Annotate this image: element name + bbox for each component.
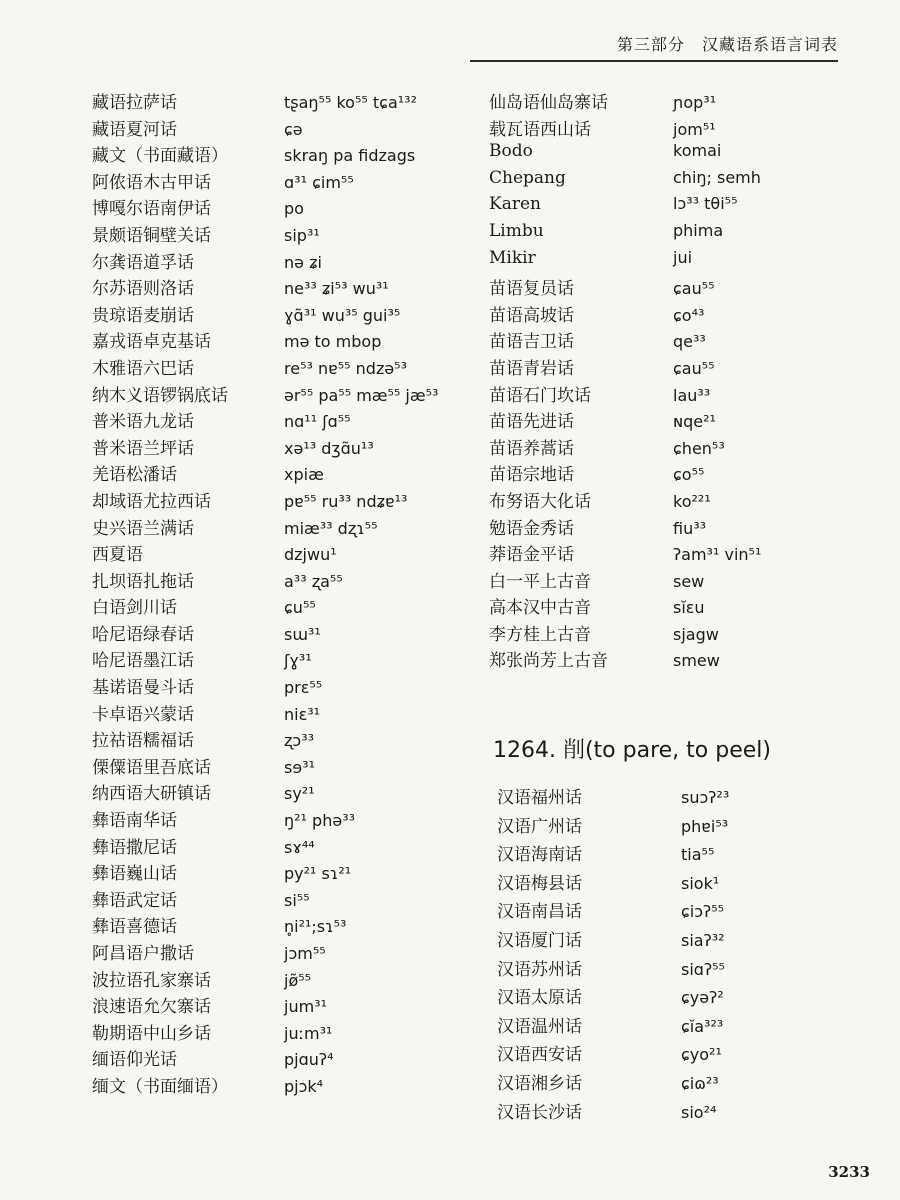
phonetic-form: ʔam³¹ vin⁵¹: [673, 545, 762, 565]
language-name: 史兴语兰满话: [92, 518, 194, 539]
word-entry-row: [92, 1019, 438, 1046]
phonetic-form: py²¹ sɿ²¹: [284, 864, 352, 884]
word-entry-row: [92, 833, 438, 860]
language-name: 木雅语六巴话: [92, 358, 194, 379]
word-entry-row: [489, 327, 761, 354]
phonetic-form: ɕĭa³²³: [681, 1016, 724, 1036]
phonetic-form: mə to mbop: [284, 332, 382, 352]
phonetic-form: fiu³³: [673, 518, 707, 538]
language-name: 傈僳语里吾底话: [92, 757, 211, 778]
language-name: 郑张尚芳上古音: [489, 651, 608, 672]
word-entry-row: [489, 407, 761, 434]
word-entry-row: [92, 487, 438, 514]
word-entry-row: [92, 779, 438, 806]
word-entry-row: [497, 1040, 729, 1069]
phonetic-form: sɯ³¹: [284, 624, 321, 644]
phonetic-form: lau³³: [673, 385, 711, 405]
language-name: 彝语巍山话: [92, 864, 177, 885]
language-name: 苗语复员话: [489, 279, 574, 300]
word-entry-row: [489, 514, 761, 541]
word-entry-row: [92, 115, 438, 142]
word-entry-row: [92, 274, 438, 301]
phonetic-form: sio²⁴: [681, 1102, 717, 1122]
language-name: 普米语兰坪话: [92, 438, 194, 459]
word-entry-row: [92, 886, 438, 913]
word-entry-row: [92, 540, 438, 567]
language-name: 缅文（书面缅语）: [92, 1076, 228, 1097]
entry-title: 1264. 削(to pare, to peel): [493, 738, 771, 763]
word-entry-row: [497, 983, 729, 1012]
word-entry-row: [92, 248, 438, 275]
phonetic-form: ɕau⁵⁵: [673, 279, 715, 299]
word-entry-row: [497, 869, 729, 898]
word-entry-row: [489, 141, 761, 168]
word-entry-row: [92, 460, 438, 487]
phonetic-form: n̥i²¹;sɿ⁵³: [284, 917, 347, 937]
phonetic-form: qe³³: [673, 332, 706, 352]
word-entry-row: [92, 168, 438, 195]
word-entry-row: [92, 194, 438, 221]
phonetic-form: jum³¹: [284, 997, 327, 1017]
language-name: 仙岛语仙岛寨话: [489, 93, 608, 113]
language-name: Mikir: [489, 247, 536, 268]
phonetic-form: xə¹³ dʒɑ̃u¹³: [284, 438, 374, 458]
word-entry-row: [489, 194, 761, 221]
phonetic-form: prɛ⁵⁵: [284, 678, 323, 698]
running-header: 第三部分 汉藏语系语言词表: [470, 30, 838, 62]
language-name: 苗语高坡话: [489, 305, 574, 326]
language-name: 普米语九龙话: [92, 412, 194, 433]
word-entry-row: [92, 221, 438, 248]
language-name: 拉祜语糯福话: [92, 731, 194, 752]
language-name: 缅语仰光话: [92, 1050, 177, 1071]
word-entry-row: [489, 221, 761, 248]
phonetic-form: nɑ¹¹ ʃɑ⁵⁵: [284, 412, 351, 432]
word-entry-row: [92, 1045, 438, 1072]
word-entry-row: [489, 646, 761, 673]
language-name: 汉语湘乡话: [497, 1073, 582, 1094]
word-entry-row: [92, 514, 438, 541]
language-name: 汉语南昌话: [497, 902, 582, 923]
phonetic-form: jom⁵¹: [673, 119, 716, 139]
language-name: 汉语温州话: [497, 1016, 582, 1037]
phonetic-form: sĭɛu: [673, 598, 705, 618]
language-name: 纳木义语锣锅底话: [92, 385, 228, 406]
language-name: 苗语先进话: [489, 412, 574, 433]
word-entry-row: [489, 301, 761, 328]
language-name: 彝语喜德话: [92, 917, 177, 938]
word-entry-row: [92, 700, 438, 727]
language-name: 李方桂上古音: [489, 624, 591, 645]
language-name: 羌语松潘话: [92, 465, 177, 486]
word-entry-row: [489, 248, 761, 275]
word-entry-row: [489, 620, 761, 647]
phonetic-form: ʃɣ³¹: [284, 651, 312, 671]
word-entry-row: [92, 966, 438, 993]
word-entry-row: [92, 806, 438, 833]
phonetic-form: lɔ³³ tθi⁵⁵: [673, 194, 738, 214]
language-name: 彝语撒尼话: [92, 837, 177, 858]
phonetic-form: ɕyəʔ²: [681, 988, 724, 1008]
phonetic-form: pjɑuʔ⁴: [284, 1050, 334, 1070]
phonetic-form: komai: [673, 141, 722, 161]
language-name: 白一平上古音: [489, 571, 591, 592]
phonetic-form: tʂaŋ⁵⁵ ko⁵⁵ tɕa¹³²: [284, 93, 417, 112]
language-name: 载瓦语西山话: [489, 119, 591, 140]
language-name: 勒期语中山乡话: [92, 1023, 211, 1044]
phonetic-form: pjɔk⁴: [284, 1076, 324, 1096]
word-entry-row: [489, 274, 761, 301]
phonetic-form: tia⁵⁵: [681, 845, 715, 865]
language-name: Karen: [489, 194, 541, 215]
phonetic-form: re⁵³ nɐ⁵⁵ ndzə⁵³: [284, 358, 408, 378]
phonetic-form: sew: [673, 571, 705, 591]
phonetic-form: po: [284, 199, 304, 219]
phonetic-form: ər⁵⁵ pa⁵⁵ mæ⁵⁵ jæ⁵³: [284, 385, 439, 405]
language-name: 西夏语: [92, 545, 143, 566]
word-entry-row: [489, 88, 761, 115]
word-entry-row: [489, 115, 761, 142]
word-entry-row: [92, 354, 438, 381]
word-entry-row: [92, 859, 438, 886]
language-name: 贵琼语麦崩话: [92, 305, 194, 326]
language-name: 彝语南华话: [92, 811, 177, 832]
phonetic-form: miæ³³ dʐɿ⁵⁵: [284, 518, 378, 538]
language-name: 莽语金平话: [489, 545, 574, 566]
language-name: 尔龚语道孚话: [92, 252, 194, 273]
word-entry-row: [497, 1098, 729, 1127]
phonetic-form: ɕyo²¹: [681, 1045, 722, 1065]
phonetic-form: siok¹: [681, 873, 720, 893]
language-name: 却域语尤拉西话: [92, 491, 211, 512]
phonetic-form: ɕo⁴³: [673, 305, 705, 325]
language-name: 勉语金秀话: [489, 518, 574, 539]
language-name: 汉语海南话: [497, 845, 582, 866]
phonetic-form: suɔʔ²³: [681, 788, 730, 807]
phonetic-form: si⁵⁵: [284, 890, 310, 910]
word-entry-row: [92, 1072, 438, 1099]
phonetic-form: ɲop³¹: [673, 93, 717, 112]
phonetic-form: sip³¹: [284, 225, 320, 245]
language-name: 藏文（书面藏语）: [92, 146, 228, 167]
left-word-column: [92, 88, 438, 1099]
language-name: 汉语福州话: [497, 788, 582, 808]
language-name: 汉语西安话: [497, 1045, 582, 1066]
word-entry-row: [92, 939, 438, 966]
language-name: 苗语青岩话: [489, 358, 574, 379]
language-name: 哈尼语墨江话: [92, 651, 194, 672]
word-entry-row: [489, 567, 761, 594]
phonetic-form: chiŋ; semh: [673, 167, 761, 187]
language-name: Chepang: [489, 167, 566, 188]
word-entry-row: [497, 1069, 729, 1098]
language-name: 纳西语大研镇话: [92, 784, 211, 805]
phonetic-form: pɐ⁵⁵ ru³³ ndʑɐ¹³: [284, 491, 408, 511]
word-entry-row: [92, 407, 438, 434]
phonetic-form: smew: [673, 651, 720, 671]
word-entry-row: [489, 593, 761, 620]
word-entry-row: [92, 620, 438, 647]
language-name: 汉语梅县话: [497, 873, 582, 894]
word-entry-row: [92, 88, 438, 115]
language-name: 汉语苏州话: [497, 959, 582, 980]
word-entry-row: [92, 301, 438, 328]
word-entry-row: [92, 726, 438, 753]
phonetic-form: ɕə: [284, 119, 303, 139]
word-entry-row: [92, 141, 438, 168]
phonetic-form: ɕau⁵⁵: [673, 358, 715, 378]
language-name: 卡卓语兴蒙话: [92, 704, 194, 725]
language-name: 阿昌语户撒话: [92, 944, 194, 964]
phonetic-form: ɕiɷ²³: [681, 1073, 719, 1093]
language-name: 藏语拉萨话: [92, 93, 177, 113]
word-entry-row: [92, 912, 438, 939]
word-entry-row: [92, 381, 438, 408]
language-name: 汉语厦门话: [497, 930, 582, 951]
language-name: 扎坝语扎拖话: [92, 571, 194, 592]
word-entry-row: [497, 926, 729, 955]
right-word-column-bottom: [497, 783, 729, 1126]
language-name: 苗语石门坎话: [489, 385, 591, 406]
language-name: 高本汉中古音: [489, 598, 591, 619]
language-name: 基诺语曼斗话: [92, 678, 194, 699]
right-word-column-top: [489, 88, 761, 673]
word-entry-row: [489, 540, 761, 567]
language-name: 苗语养蒿话: [489, 438, 574, 459]
word-entry-row: [92, 327, 438, 354]
language-name: 尔苏语则洛话: [92, 279, 194, 300]
word-entry-row: [497, 897, 729, 926]
phonetic-form: ɕhen⁵³: [673, 438, 725, 458]
phonetic-form: ɴqe²¹: [673, 412, 716, 432]
language-name: 藏语夏河话: [92, 119, 177, 140]
phonetic-form: jui: [673, 247, 693, 267]
phonetic-form: jø̃⁵⁵: [284, 970, 312, 990]
phonetic-form: siaʔ³²: [681, 930, 725, 950]
phonetic-form: jɔm⁵⁵: [284, 944, 326, 963]
language-name: 布努语大化话: [489, 491, 591, 512]
language-name: 苗语吉卫话: [489, 332, 574, 353]
language-name: 哈尼语绿春话: [92, 624, 194, 645]
phonetic-form: ʐɔ³³: [284, 731, 315, 751]
phonetic-form: juːm³¹: [284, 1023, 333, 1043]
word-entry-row: [92, 753, 438, 780]
word-entry-row: [489, 487, 761, 514]
word-entry-row: [92, 434, 438, 461]
phonetic-form: ɕiɔʔ⁵⁵: [681, 902, 725, 922]
phonetic-form: ko²²¹: [673, 491, 711, 511]
language-name: 汉语长沙话: [497, 1102, 582, 1123]
word-entry-row: [92, 992, 438, 1019]
word-entry-row: [497, 955, 729, 984]
phonetic-form: sɘ³¹: [284, 757, 316, 777]
phonetic-form: sy²¹: [284, 784, 315, 804]
word-entry-row: [489, 354, 761, 381]
word-entry-row: [489, 381, 761, 408]
language-name: Limbu: [489, 220, 544, 241]
word-entry-row: [497, 1012, 729, 1041]
language-name: 白语剑川话: [92, 598, 177, 619]
word-entry-row: [92, 646, 438, 673]
phonetic-form: dzjwu¹: [284, 545, 337, 565]
phonetic-form: sjagw: [673, 624, 719, 644]
word-entry-row: [489, 434, 761, 461]
phonetic-form: skraŋ pa fidzags: [284, 146, 416, 166]
language-name: 景颇语铜壁关话: [92, 225, 211, 246]
phonetic-form: ɕo⁵⁵: [673, 465, 705, 485]
word-entry-row: [92, 567, 438, 594]
phonetic-form: nə ʑi: [284, 252, 322, 272]
word-entry-row: [497, 840, 729, 869]
phonetic-form: ɑ³¹ ɕim⁵⁵: [284, 172, 354, 192]
word-entry-row: [489, 460, 761, 487]
language-name: 汉语广州话: [497, 816, 582, 837]
phonetic-form: ne³³ ʑi⁵³ wu³¹: [284, 279, 389, 299]
language-name: 汉语太原话: [497, 988, 582, 1009]
word-entry-row: [92, 593, 438, 620]
phonetic-form: ɣɑ̃³¹ wu³⁵ gui³⁵: [284, 305, 401, 325]
phonetic-form: phima: [673, 220, 724, 240]
word-entry-row: [92, 673, 438, 700]
language-name: 波拉语孔家寨话: [92, 970, 211, 991]
phonetic-form: xpiæ: [284, 465, 324, 485]
phonetic-form: niɛ³¹: [284, 704, 321, 724]
phonetic-form: phɐi⁵³: [681, 816, 729, 836]
phonetic-form: a³³ ʐa⁵⁵: [284, 571, 343, 591]
phonetic-form: sɤ⁴⁴: [284, 837, 315, 857]
phonetic-form: ɕu⁵⁵: [284, 598, 316, 618]
language-name: Bodo: [489, 141, 533, 162]
language-name: 博嘎尔语南伊话: [92, 199, 211, 220]
language-name: 阿侬语木古甲话: [92, 172, 211, 193]
page-number: 3233: [828, 1163, 870, 1181]
word-entry-row: [497, 783, 729, 812]
language-name: 嘉戎语卓克基话: [92, 332, 211, 353]
phonetic-form: ŋ²¹ phə³³: [284, 811, 356, 831]
phonetic-form: siɑʔ⁵⁵: [681, 959, 725, 979]
language-name: 彝语武定话: [92, 890, 177, 911]
word-entry-row: [489, 168, 761, 195]
language-name: 浪速语允欠寨话: [92, 997, 211, 1018]
language-name: 苗语宗地话: [489, 465, 574, 486]
word-entry-row: [497, 812, 729, 841]
